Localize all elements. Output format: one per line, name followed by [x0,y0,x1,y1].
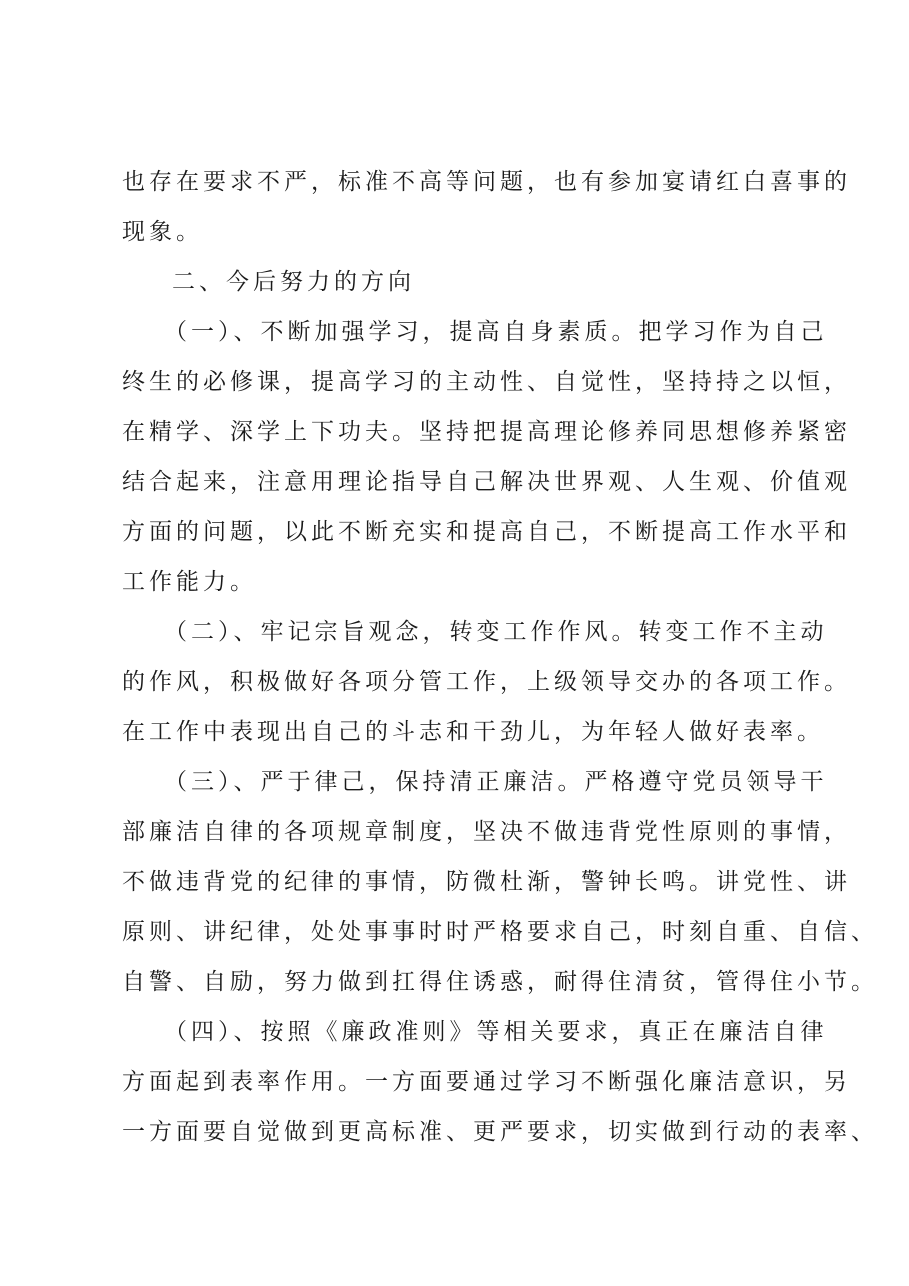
text-line: 在精学、深学上下功夫。坚持把提高理论修养同思想修养紧密 [122,419,851,445]
text-line: 在工作中表现出自己的斗志和干劲儿，为年轻人做好表率。 [122,719,824,745]
text-line: 方面的问题，以此不断充实和提高自己，不断提高工作水平和 [122,519,851,545]
text-line: （三）、严于律己，保持清正廉洁。严格遵守党员领导干 [164,769,828,795]
text-line: 的作风，积极做好各项分管工作，上级领导交办的各项工作。 [122,669,851,695]
text-line: 也存在要求不严，标准不高等问题，也有参加宴请红白喜事的 [122,169,851,195]
text-line: 方面起到表率作用。一方面要通过学习不断强化廉洁意识，另 [122,1069,851,1095]
text-line: 原则、讲纪律，处处事事时时严格要求自己，时刻自重、自信、 [122,919,878,945]
text-line: 终生的必修课，提高学习的主动性、自觉性，坚持持之以恒， [122,369,851,395]
text-line: 一方面要自觉做到更高标准、更严要求，切实做到行动的表率、 [122,1119,878,1145]
text-line: 不做违背党的纪律的事情，防微杜渐，警钟长鸣。讲党性、讲 [122,869,851,895]
text-line: 结合起来，注意用理论指导自己解决世界观、人生观、价值观 [122,469,851,495]
text-line: 工作能力。 [122,569,257,595]
text-line: （二）、牢记宗旨观念，转变工作作风。转变工作不主动 [164,619,828,645]
text-line: （四）、按照《廉政准则》等相关要求，真正在廉洁自律 [164,1019,828,1045]
text-line: 自警、自励，努力做到扛得住诱惑，耐得住清贫，管得住小节。 [122,969,878,995]
text-line: 部廉洁自律的各项规章制度，坚决不做违背党性原则的事情， [122,819,851,845]
text-line: 现象。 [122,219,203,245]
section-heading: 二、今后努力的方向 [172,269,415,295]
text-line: （一）、不断加强学习，提高自身素质。把学习作为自己 [164,319,828,345]
